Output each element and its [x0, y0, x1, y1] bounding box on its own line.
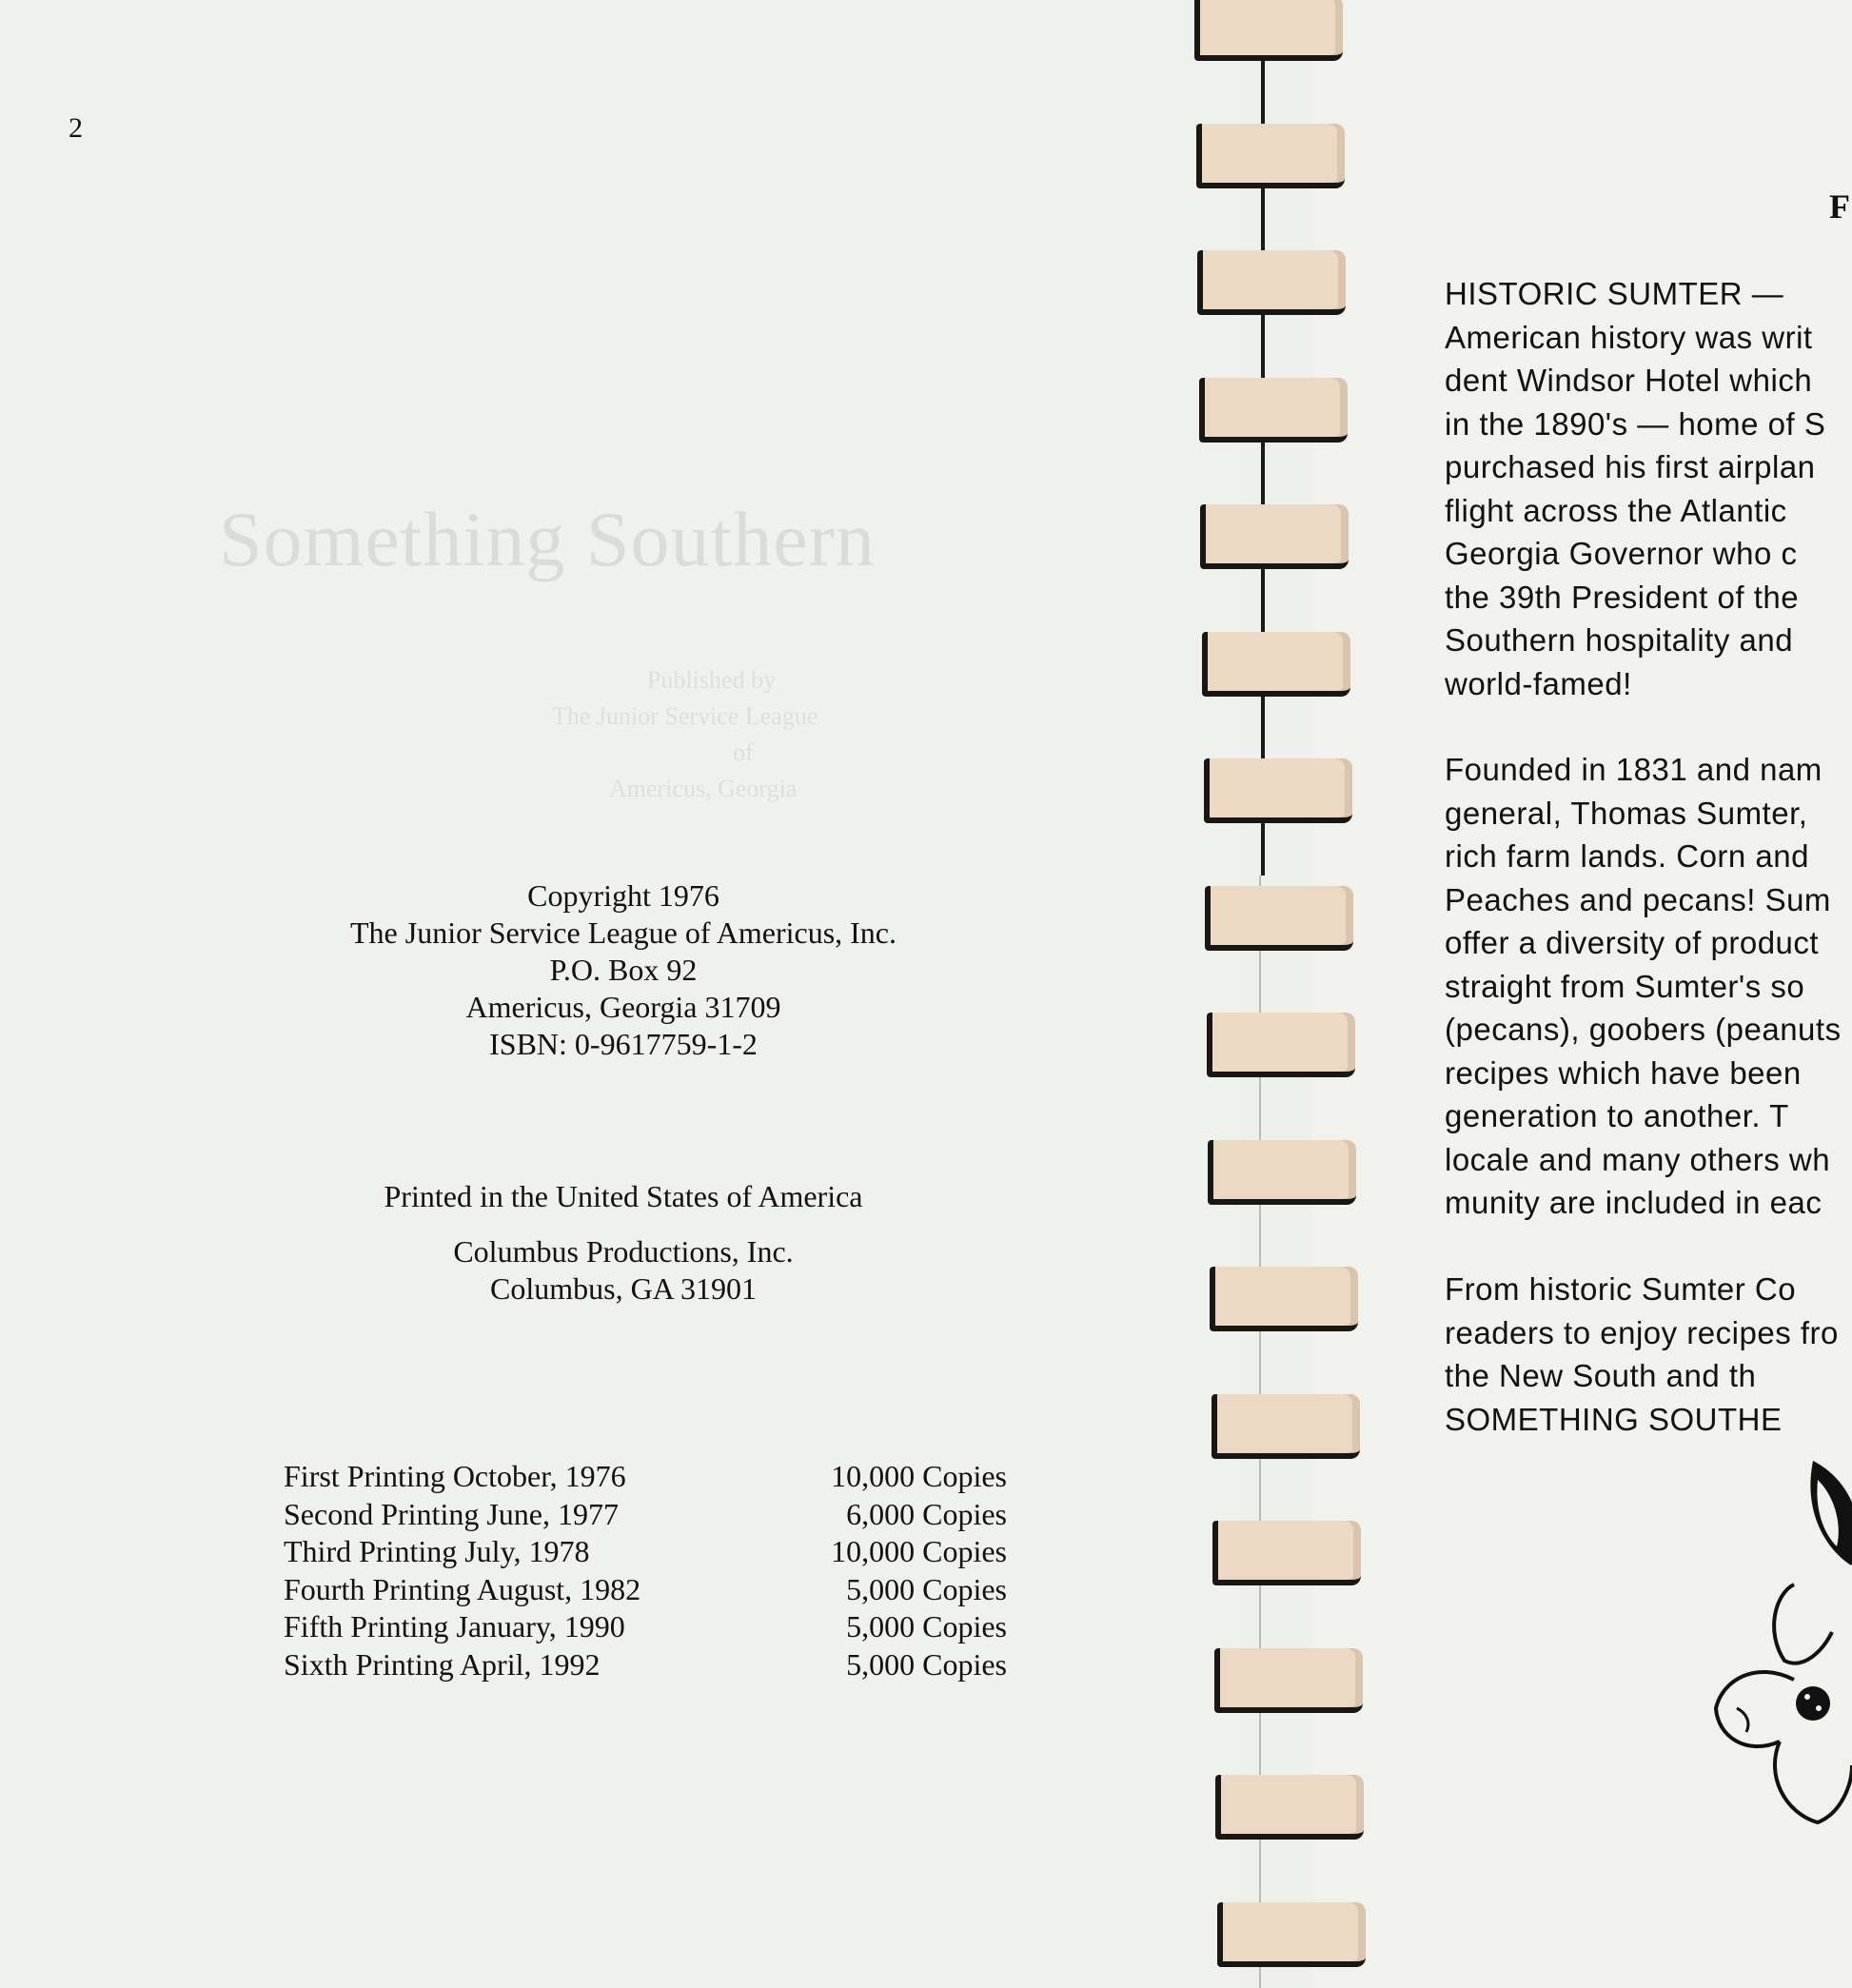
text-line: generation to another. T	[1445, 1098, 1789, 1133]
show-through-line: Published by	[647, 666, 777, 694]
text-line: purchased his first airplan	[1445, 449, 1816, 484]
text-line: HISTORIC SUMTER —	[1445, 276, 1784, 311]
printing-copies: 10,000 Copies	[831, 1534, 1007, 1568]
printing-label: Second Printing June, 1977	[284, 1496, 619, 1531]
text-line: SOMETHING SOUTHE	[1445, 1401, 1783, 1437]
binding-ring	[1212, 1521, 1361, 1585]
text-line: munity are included in eac	[1445, 1185, 1822, 1220]
binding-ring	[1210, 1267, 1358, 1331]
printing-copies: 5,000 Copies	[846, 1571, 1007, 1606]
printer-block	[243, 1233, 1004, 1308]
text-line: recipes which have been	[1445, 1054, 1802, 1091]
foreword-paragraph-3	[1445, 1268, 1852, 1441]
copyright-line: Copyright 1976	[527, 878, 719, 913]
printing-history	[284, 1458, 1007, 1683]
printer-name: Columbus Productions, Inc.	[453, 1234, 794, 1269]
binding-ring	[1199, 378, 1348, 443]
printing-label: Fourth Printing August, 1982	[284, 1571, 641, 1606]
printing-copies: 6,000 Copies	[846, 1496, 1007, 1531]
show-through-title: Something Southern	[219, 496, 876, 582]
binding-ring	[1197, 250, 1346, 315]
text-line: rich farm lands. Corn and	[1445, 838, 1809, 874]
copyright-block	[243, 877, 1004, 1063]
binding-ring	[1200, 504, 1349, 569]
text-line: From historic Sumter Co	[1445, 1271, 1797, 1307]
binding-ring	[1215, 1775, 1364, 1840]
text-line: offer a diversity of product	[1445, 925, 1820, 960]
text-line: (pecans), goobers (peanuts	[1445, 1012, 1842, 1047]
show-through-line: Americus, Georgia	[609, 775, 798, 802]
text-line: general, Thomas Sumter,	[1445, 795, 1808, 831]
printing-row	[284, 1571, 1007, 1609]
text-line: in the 1890's — home of S	[1445, 405, 1826, 442]
show-through-line: of	[733, 738, 754, 766]
text-line: straight from Sumter's so	[1445, 968, 1805, 1004]
binding-ring	[1202, 632, 1350, 697]
text-line: Southern hospitality and	[1445, 622, 1794, 658]
text-line: flight across the Atlantic	[1445, 492, 1787, 528]
text-line: Founded in 1831 and nam	[1445, 752, 1822, 787]
printing-row	[284, 1458, 1007, 1496]
binding-ring	[1214, 1648, 1363, 1713]
text-line: the 39th President of the	[1445, 579, 1800, 615]
page-number: 2	[69, 112, 83, 144]
binding-ring	[1196, 124, 1345, 188]
text-line: the New South and th	[1445, 1358, 1757, 1393]
printing-copies: 5,000 Copies	[846, 1646, 1007, 1682]
printed-in: Printed in the United States of America	[384, 1179, 863, 1213]
printing-copies: 10,000 Copies	[831, 1459, 1007, 1493]
publisher-line: The Junior Service League of Americus, Inc.	[349, 915, 896, 950]
foreword-paragraph-1	[1445, 272, 1852, 705]
binding-ring	[1217, 1902, 1366, 1967]
printing-row	[284, 1608, 1007, 1646]
printing-label: First Printing October, 1976	[284, 1459, 626, 1493]
foreword-heading: F	[1829, 187, 1850, 226]
printing-label: Sixth Printing April, 1992	[284, 1646, 601, 1682]
binding-ring	[1194, 0, 1343, 61]
binding-ring	[1205, 886, 1353, 951]
text-line: world-famed!	[1445, 665, 1632, 701]
binding-ring	[1204, 758, 1352, 823]
isbn-line: ISBN: 0-9617759-1-2	[489, 1027, 758, 1061]
dogwood-flower-illustration	[1708, 1451, 1852, 1851]
printing-copies: 5,000 Copies	[846, 1609, 1007, 1644]
text-line: dent Windsor Hotel which	[1445, 363, 1813, 398]
binding-ring	[1208, 1140, 1356, 1205]
printing-row	[284, 1533, 1007, 1571]
text-line: readers to enjoy recipes fro	[1445, 1314, 1839, 1350]
po-box-line: P.O. Box 92	[549, 953, 698, 987]
text-line: Peaches and pecans! Sum	[1445, 881, 1831, 917]
printing-row	[284, 1496, 1007, 1534]
show-through-line: The Junior Service League	[552, 702, 818, 730]
city-line: Americus, Georgia 31709	[465, 990, 781, 1024]
text-line: locale and many others wh	[1445, 1141, 1831, 1177]
binding-ring	[1207, 1013, 1355, 1077]
printing-label: Third Printing July, 1978	[284, 1534, 590, 1568]
text-line: American history was writ	[1445, 319, 1813, 355]
binding-ring	[1212, 1394, 1360, 1459]
printer-city: Columbus, GA 31901	[489, 1271, 758, 1306]
foreword-paragraph-2	[1445, 748, 1852, 1225]
text-line: Georgia Governor who c	[1445, 536, 1798, 571]
printing-row	[284, 1646, 1007, 1684]
printing-label: Fifth Printing January, 1990	[284, 1609, 625, 1644]
